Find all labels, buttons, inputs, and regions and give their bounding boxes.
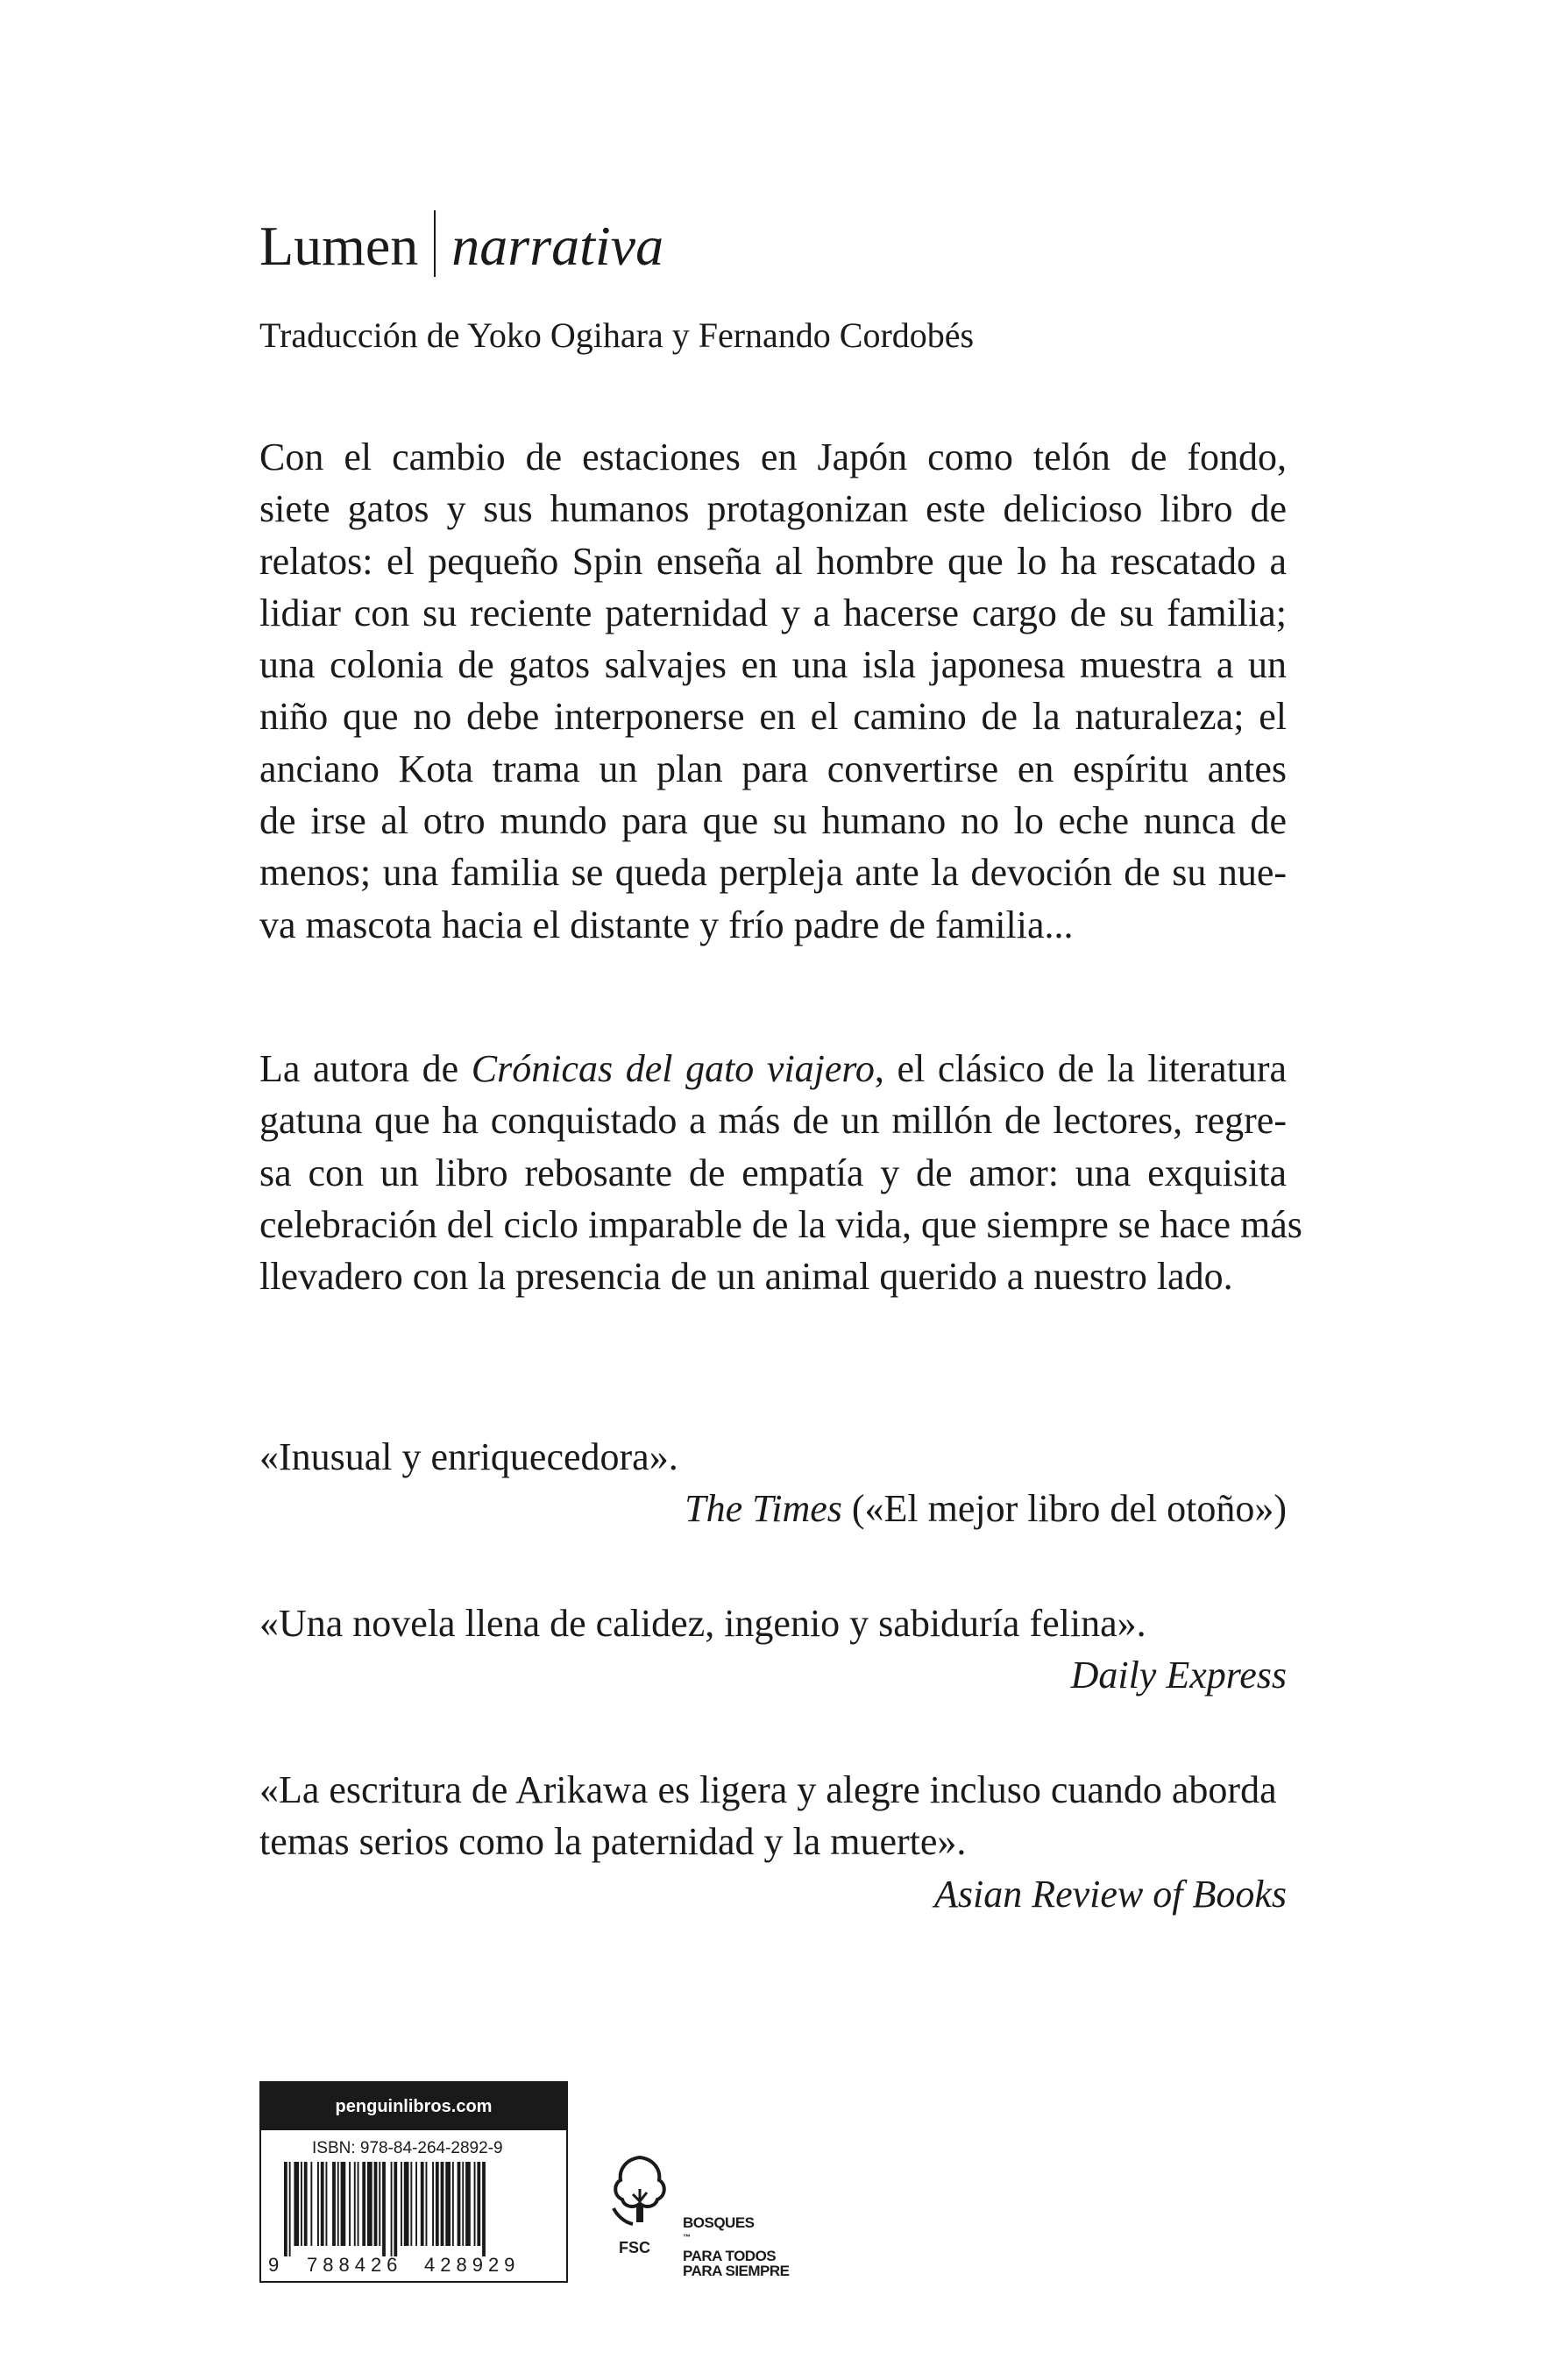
barcode-bar: [436, 2162, 439, 2246]
quote-text: «La escritura de Arikawa es ligera y alegre incluso cuando aborda: [259, 1768, 1277, 1811]
barcode-bar: [452, 2162, 454, 2246]
barcode-bar: [367, 2162, 372, 2246]
book-title-reference: Crónicas del gato viajero: [471, 1047, 875, 1090]
quote-source: [259, 1483, 1287, 1534]
text-line: relatos: el pequeño Spin enseña al hombre que lo ha rescatado a: [259, 539, 1287, 583]
isbn-label: ISBN: 978-84-264-2892-9: [312, 2139, 503, 2157]
isbn-barcode-box: [259, 2081, 568, 2283]
barcode-bar: [394, 2162, 397, 2256]
publisher-name: Lumen: [259, 215, 419, 277]
synopsis-paragraph-1: [259, 431, 1287, 951]
trademark-symbol: ™: [683, 2233, 691, 2242]
barcode-bar: [341, 2162, 346, 2246]
quote-text: «Una novela llena de calidez, ingenio y sabiduría felina».: [259, 1602, 1146, 1645]
fsc-tagline-line: PARA TODOS: [683, 2247, 777, 2264]
barcode-bar: [410, 2162, 412, 2246]
barcode-bar: [289, 2162, 291, 2256]
barcode-bar: [301, 2162, 302, 2246]
synopsis-paragraph-2: [259, 1043, 1302, 1302]
fsc-tagline-line: PARA SIEMPRE: [683, 2262, 790, 2279]
source-name: The Times: [685, 1487, 842, 1531]
barcode-bar: [477, 2162, 480, 2246]
text-line: lidiar con su reciente paternidad y a hacerse cargo de su familia;: [259, 591, 1287, 634]
barcode-bar: [362, 2162, 365, 2246]
text-line: niño que no debe interponerse en el camino de la naturaleza; el: [259, 695, 1287, 739]
barcode-bar: [354, 2162, 356, 2246]
review-quote: [259, 1431, 1287, 1535]
barcode-bar: [284, 2162, 287, 2256]
barcode-icon: [282, 2162, 545, 2258]
text-line: de irse al otro mundo para que su humano no lo eche nunca de: [259, 799, 1287, 843]
barcode-first-digit: 9: [268, 2254, 280, 2276]
barcode-bar: [462, 2162, 464, 2246]
barcode-bar: [374, 2162, 378, 2246]
quote-source: [259, 1868, 1287, 1920]
text-line: va mascota hacia el distante y frío padre de familia...: [259, 903, 1074, 946]
text-line: anciano Kota trama un plan para convertirse en espíritu antes: [259, 747, 1287, 790]
barcode-bar: [432, 2162, 434, 2246]
text-fragment: , el clásico de la literatura: [874, 1047, 1287, 1090]
text-fragment: La autora de: [259, 1047, 472, 1090]
barcode-bar: [337, 2162, 339, 2246]
text-line: una colonia de gatos salvajes en una isla japonesa muestra a un: [259, 643, 1287, 687]
source-note: («El mejor libro del otoño»): [841, 1487, 1287, 1531]
barcode-bar: [421, 2162, 424, 2246]
text-line: [259, 1043, 1287, 1094]
text-line: gatuna que ha conquistado a más de un millón de lectores, regre-: [259, 1099, 1287, 1143]
barcode-bar: [321, 2162, 324, 2246]
barcode-bar: [310, 2162, 312, 2246]
barcode-bar: [415, 2162, 417, 2246]
source-name: Asian Review of Books: [933, 1872, 1287, 1916]
text-line: Con el cambio de estaciones en Japón como telón de fondo,: [259, 436, 1287, 478]
barcode-bar: [391, 2162, 393, 2256]
translation-credit: Traducción de Yoko Ogihara y Fernando Cordobés: [259, 315, 975, 355]
barcode-bar: [379, 2162, 380, 2246]
quote-source: [259, 1649, 1287, 1701]
barcode-bar: [404, 2162, 409, 2246]
quote-text: temas serios como la paternidad y la muerte».: [259, 1820, 967, 1864]
text-line: sa con un libro rebosante de empatía y de amor: una exquisita: [259, 1151, 1287, 1194]
barcode-bar: [326, 2162, 328, 2246]
barcode-bar: [401, 2162, 402, 2246]
text-line: menos; una familia se queda perpleja ante la devoción de su nue-: [259, 851, 1287, 895]
imprint-header: [259, 210, 663, 281]
fsc-tagline-word: BOSQUES: [683, 2214, 755, 2231]
barcode-bar: [382, 2162, 386, 2256]
text-line: siete gatos y sus humanos protagonizan este delicioso libro de: [259, 487, 1287, 531]
barcode-bar: [474, 2162, 476, 2246]
barcode-bar: [445, 2162, 451, 2246]
quote-text: «Inusual y enriquecedora».: [259, 1435, 678, 1478]
barcode-bar: [358, 2162, 359, 2246]
barcode-right-digits: 428929: [424, 2254, 521, 2276]
publisher-website: penguinlibros.com: [261, 2083, 566, 2130]
barcode-bar: [441, 2162, 444, 2246]
barcode-bar: [349, 2162, 351, 2246]
text-line: celebración del ciclo imparable de la vida, que siempre se hace más: [259, 1202, 1302, 1246]
header-divider: [434, 210, 436, 277]
source-name: Daily Express: [1070, 1654, 1287, 1697]
barcode-bar: [294, 2162, 299, 2246]
review-quote: [259, 1597, 1287, 1702]
fsc-tree-icon: [608, 2154, 671, 2238]
barcode-bar: [317, 2162, 319, 2246]
fsc-label: FSC: [619, 2239, 650, 2256]
imprint-name: narrativa: [451, 215, 664, 277]
text-line: llevadero con la presencia de un animal querido a nuestro lado.: [259, 1255, 1233, 1299]
barcode-bar: [458, 2162, 461, 2246]
fsc-tagline: [683, 2215, 790, 2278]
review-quote: [259, 1764, 1287, 1920]
barcode-bar: [304, 2162, 308, 2246]
barcode-bar: [482, 2162, 486, 2256]
barcode-left-digits: 788426: [307, 2254, 403, 2276]
barcode-bar: [332, 2162, 336, 2246]
barcode-bar: [426, 2162, 428, 2246]
barcode-bar: [465, 2162, 471, 2246]
fsc-tagline-line: [683, 2215, 790, 2249]
